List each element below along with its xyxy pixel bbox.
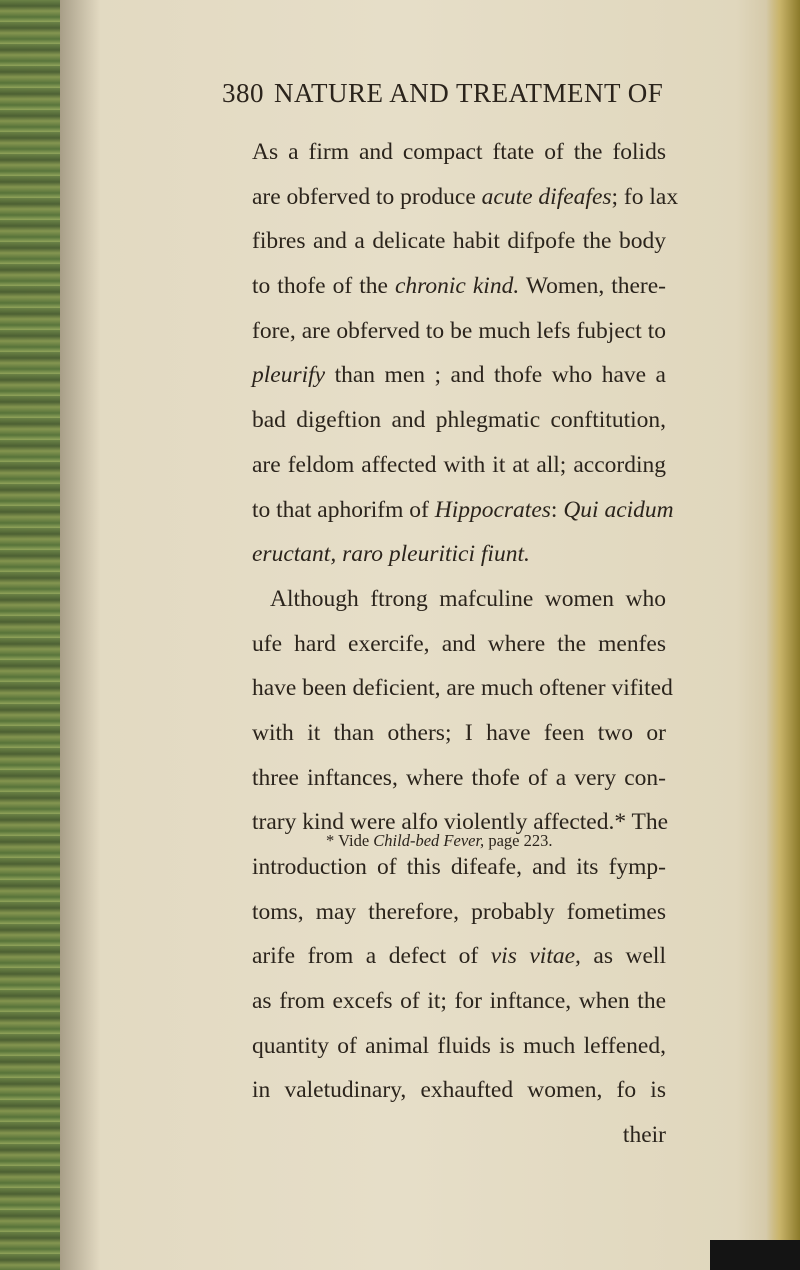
text-segment: introduction of this difeafe, and its fymp- [252,854,666,880]
text-segment: arife from a defect of [252,943,491,970]
text-segment: with it than others; I have feen two or [252,719,666,746]
text-line [252,622,666,667]
text-segment: Women, there- [519,273,667,300]
text-line [252,577,666,622]
text-segment: fibres and a delicate habit difpofe the body [252,228,666,255]
italic-text: Qui acidum [563,496,674,523]
text-segment: toms, may therefore, probably fometimes [252,898,666,925]
text-segment: are obferved to produce [252,183,482,210]
text-line [252,711,666,756]
text-line [252,532,666,577]
text-segment: as from excefs of it; for inftance, when the [252,988,666,1015]
footnote-marker: * Vide [326,831,374,850]
text-line [252,845,666,890]
running-header [222,78,663,109]
italic-text: acute difeafes [481,183,612,210]
italic-text: Hippocrates [434,496,551,523]
text-line [252,264,666,309]
text-segment: ufe hard exercife, and where the menfes [252,630,666,657]
footnote-title: Child-bed Fever, [373,831,485,850]
text-segment: As a firm and compact ftate of the folids [252,139,666,165]
scan-edge [710,1240,800,1270]
text-line [252,353,666,398]
text-segment: in valetudinary, exhaufted women, fo is [252,1077,666,1104]
text-line [252,398,666,443]
text-segment: their [622,1122,666,1149]
text-segment: to thofe of the [252,273,395,300]
text-line [252,890,666,935]
text-segment: bad digeftion and phlegmatic conftitution, [252,407,666,434]
body-text [252,130,679,1158]
text-segment: have been deficient, are much oftener vifited [252,675,673,702]
text-line [252,130,666,175]
text-segment: : [550,496,564,523]
text-line [252,175,679,220]
text-segment: to that aphorifm of [252,496,435,523]
text-segment: three inftances, where thofe of a very con- [252,764,666,791]
gutter-shadow [60,0,100,1270]
text-line [252,1024,666,1069]
text-line [252,979,666,1024]
text-line [252,309,666,354]
text-line [252,1113,666,1158]
page-number: 380 [222,78,264,108]
text-line [252,219,666,264]
italic-text: pleurify [252,362,326,389]
text-line [252,443,666,488]
footnote [326,831,552,851]
text-line [252,756,666,801]
footnote-rest: page 223. [484,831,553,850]
text-segment: Although ftrong mafculine women who [270,585,666,612]
italic-text: eructant, raro pleuritici fiunt. [252,541,530,568]
text-line [252,488,674,533]
text-line [252,666,673,711]
text-line [252,934,666,979]
running-title: NATURE AND TREATMENT OF [274,78,664,108]
text-segment: as well [580,943,666,970]
italic-text: chronic kind. [394,273,520,300]
text-segment: trary kind were alfo violently affected.* The [252,809,669,836]
text-segment: quantity of animal fluids is much leffened, [252,1032,666,1059]
text-segment: than men ; and thofe who have a [325,362,666,389]
page-edge [766,0,800,1270]
book-binding [0,0,60,1270]
text-line [252,1068,666,1113]
text-segment: are feldom affected with it at all; according [252,451,666,478]
italic-text: vis vitae, [490,943,581,970]
text-segment: fore, are obferved to be much lefs fubject to [252,317,666,344]
text-segment: ; fo lax [611,183,679,210]
